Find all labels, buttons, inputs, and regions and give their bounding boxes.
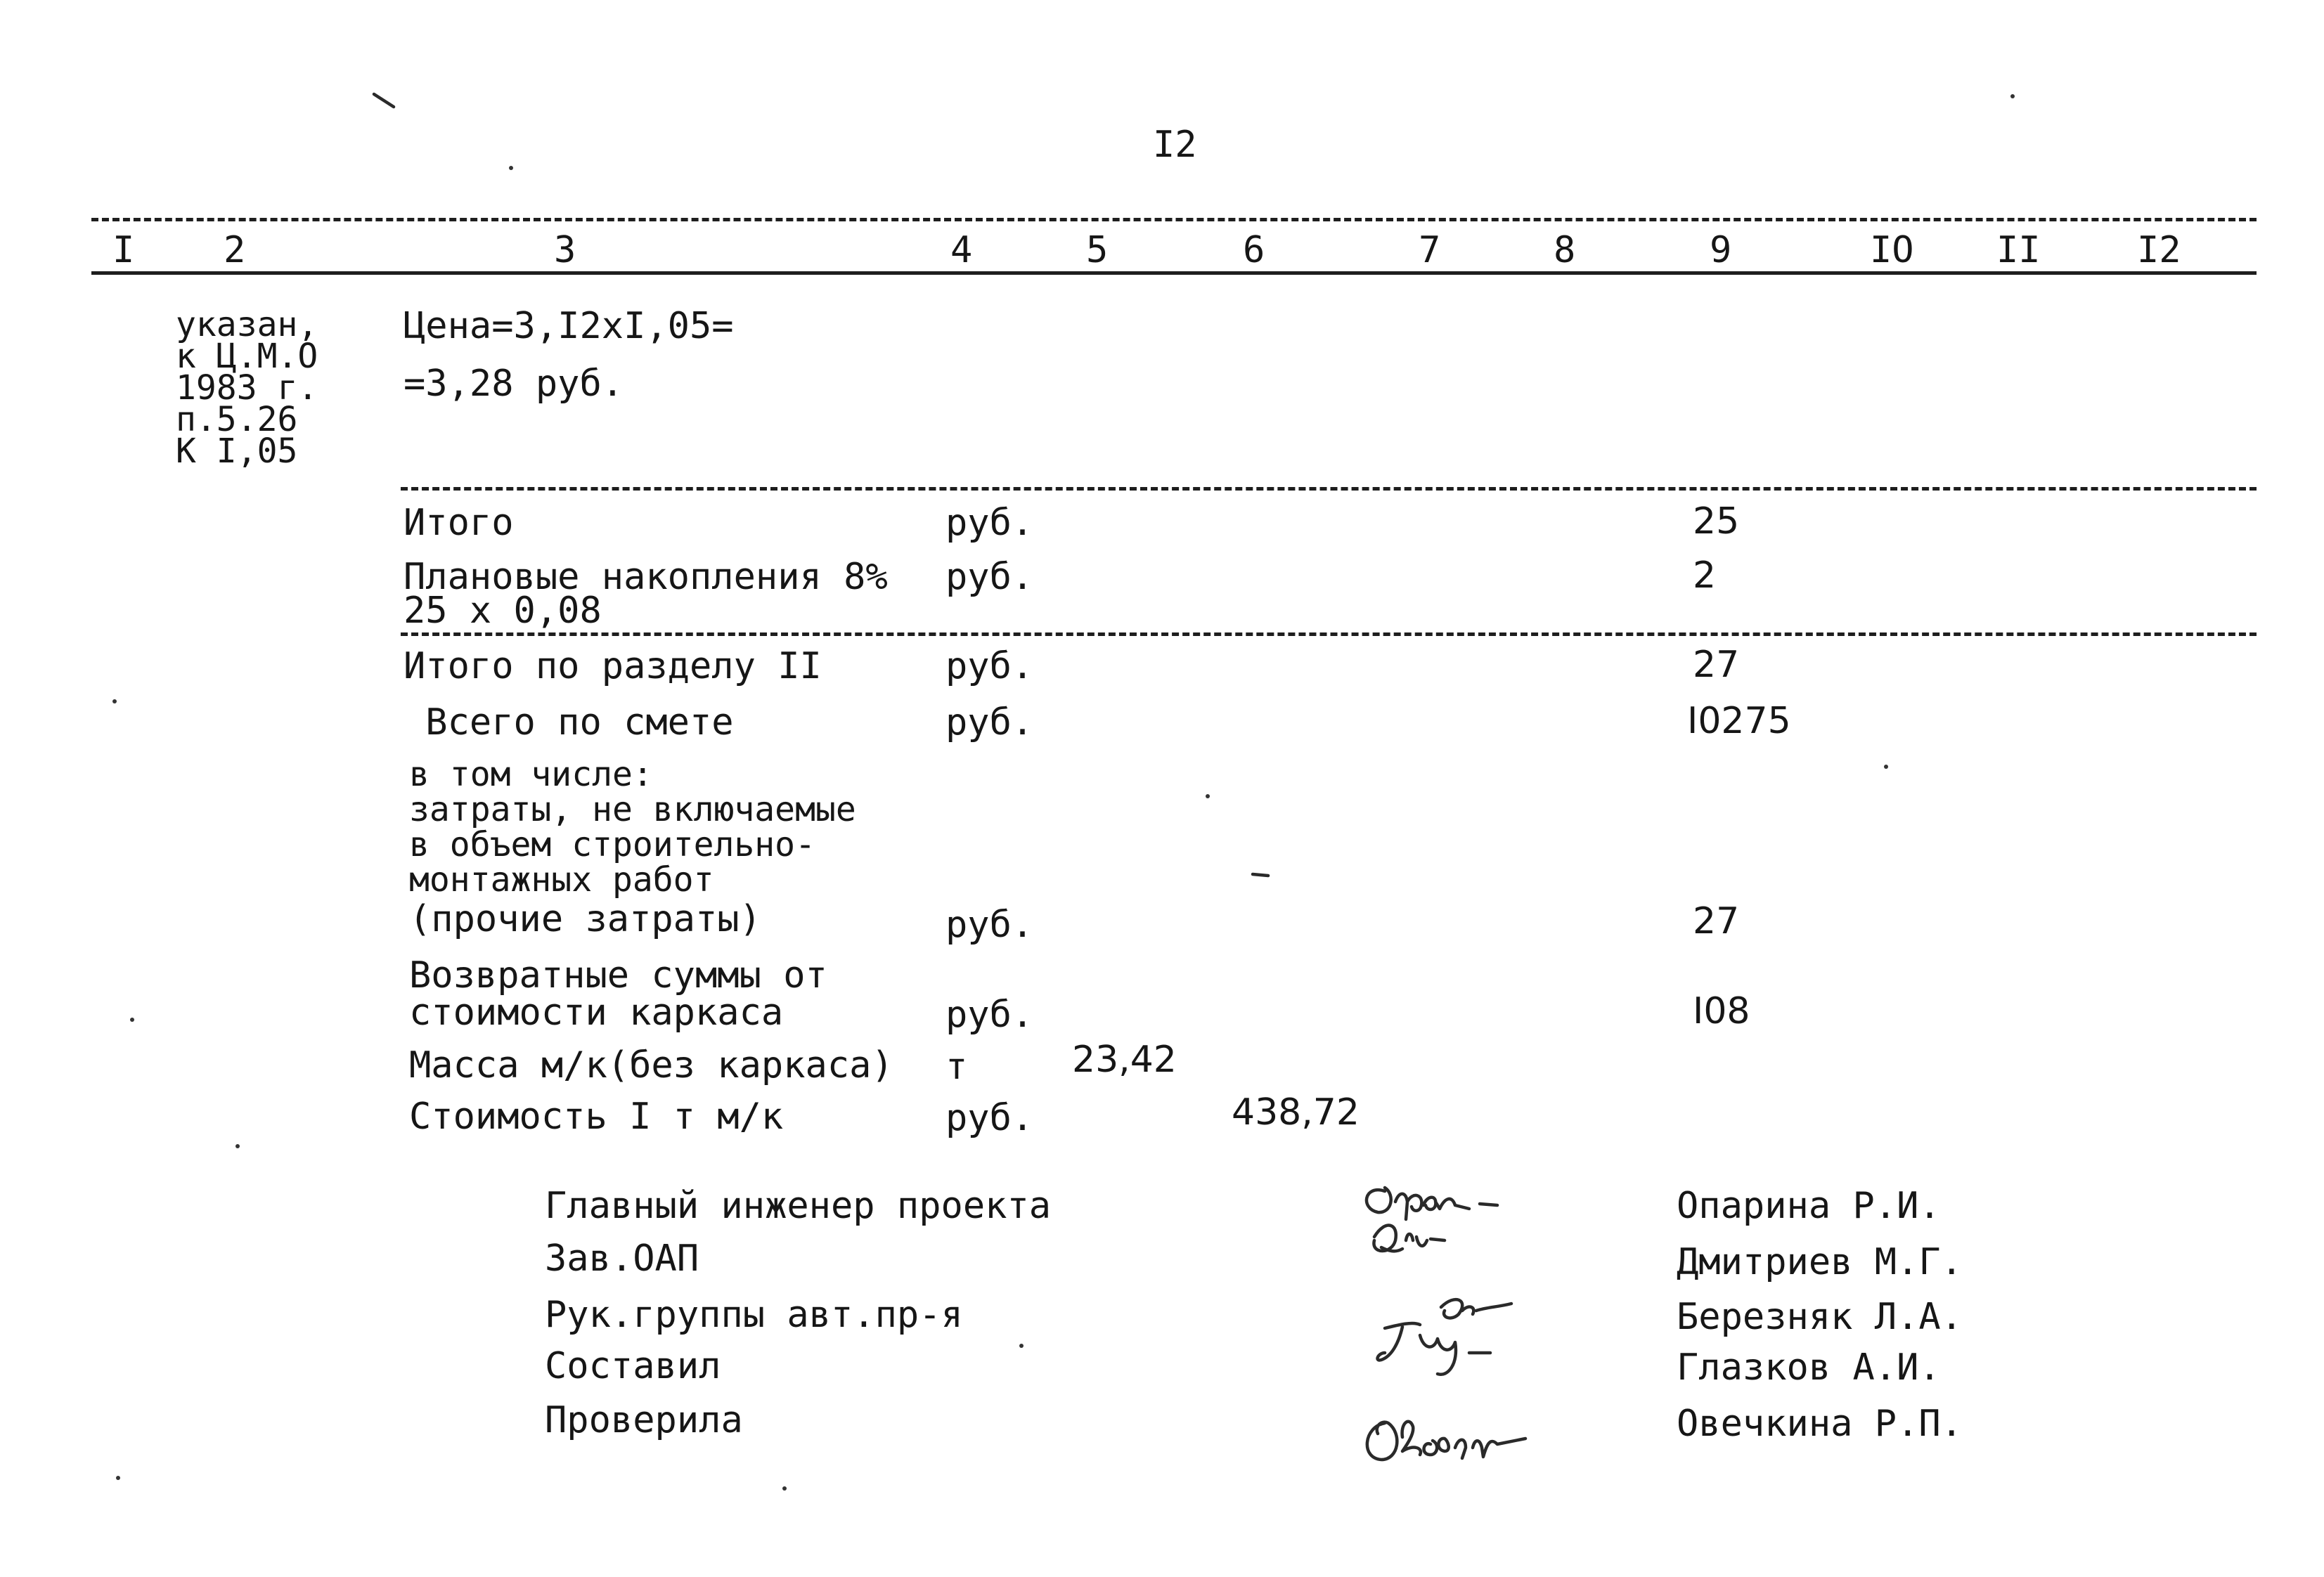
column-header-8: 8 [1554,229,1576,271]
row-unit: руб. [945,1097,1034,1139]
signatory-position: Проверила [545,1399,743,1441]
signatory-position: Составил [545,1345,721,1387]
row-description: стоимости каркаса [409,992,784,1034]
row-unit: руб. [945,701,1034,744]
row-unit: руб. [945,502,1034,544]
column-header-9: 9 [1710,229,1732,271]
row-unit: руб. [945,645,1034,687]
reference-line: п.5.26 [176,400,298,439]
row-description: Итого [404,502,514,544]
section-rule [401,487,2257,491]
scan-speck [509,166,513,170]
price-formula-line: Цена=3,I2xI,05= [404,305,734,347]
reference-line: К I,05 [176,431,298,471]
price-formula-line: =3,28 руб. [404,363,624,405]
row-description: монтажных работ [409,860,714,900]
scan-mark [1251,871,1272,880]
scan-speck [1206,794,1210,798]
signatory-name: Глазков А.И. [1677,1346,1941,1389]
row-unit: руб. [945,556,1034,598]
column-header-11: II [1996,229,2041,271]
row-unit: руб. [945,994,1034,1036]
row-description: Масса м/к(без каркаса) [409,1044,893,1086]
column-header-7: 7 [1419,229,1441,271]
column-header-4: 4 [950,229,973,271]
row-description: (прочие затраты) [409,898,761,940]
signatory-position: Главный инженер проекта [545,1185,1052,1227]
header-bottom-rule [91,271,2257,275]
signatory-position: Рук.группы авт.пр-я [545,1294,963,1336]
scan-mark [373,91,401,112]
scan-speck [116,1476,120,1480]
row-description: в том числе: [409,755,653,794]
signatory-name: Опарина Р.И. [1677,1185,1941,1227]
row-value-col5: 23,42 [1072,1039,1177,1081]
row-description: Плановые накопления 8% [404,556,888,598]
row-description: Всего по смете [404,701,734,744]
row-value-col9: 27 [1693,900,1740,942]
row-description: Стоимость I т м/к [409,1096,784,1138]
handwritten-signature [1371,1286,1539,1398]
signatory-name: Дмитриев М.Г. [1677,1241,1963,1283]
scan-speck [1884,765,1888,769]
reference-line: к Ц.М.О [176,337,318,376]
column-header-2: 2 [224,229,246,271]
row-value-col9: 27 [1693,644,1740,686]
row-value-col9: 25 [1693,500,1740,543]
scan-speck [130,1018,134,1022]
scan-speck [235,1144,240,1148]
scan-speck [782,1486,787,1491]
reference-line: 1983 г. [176,368,318,408]
reference-line: указан, [176,305,318,344]
row-value-col9: I08 [1693,990,1750,1032]
section-rule [401,632,2257,636]
handwritten-signature [1357,1395,1539,1479]
row-value-col9: 2 [1693,554,1717,597]
handwritten-signature [1357,1170,1518,1283]
row-description: затраты, не включаемые [409,790,856,829]
signatory-name: Березняк Л.А. [1677,1296,1963,1338]
row-value-col6: 438,72 [1232,1091,1360,1134]
row-unit: т [945,1046,968,1088]
column-header-1: I [112,229,135,271]
row-description: Возвратные суммы от [409,954,827,997]
row-unit: руб. [945,904,1034,946]
signatory-name: Овечкина Р.П. [1677,1403,1963,1445]
page-number: I2 [1153,124,1197,166]
row-description: Итого по разделу II [404,645,822,687]
column-header-3: 3 [554,229,576,271]
row-description: 25 x 0,08 [404,590,602,632]
signatory-position: Зав.ОАП [545,1238,699,1280]
row-description: в объем строительно- [409,825,815,864]
scan-speck [2010,94,2015,98]
row-value-col9: I0275 [1687,700,1791,742]
scan-speck [1019,1344,1024,1348]
scan-speck [112,699,117,703]
header-top-rule [91,218,2257,221]
column-header-5: 5 [1086,229,1109,271]
column-header-6: 6 [1243,229,1265,271]
column-header-10: IO [1870,229,1914,271]
column-header-12: I2 [2137,229,2181,271]
